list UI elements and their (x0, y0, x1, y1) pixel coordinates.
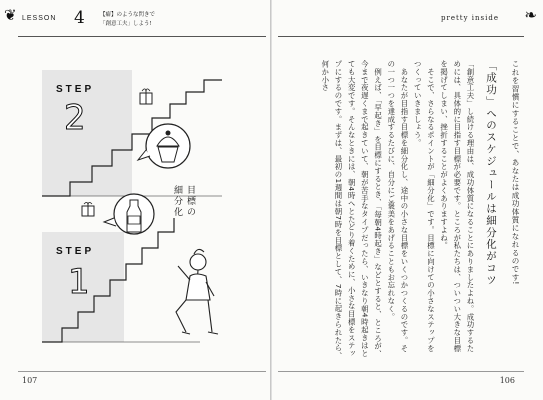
step-top-label: STEP (56, 84, 95, 95)
lesson-number: 4 (74, 8, 85, 28)
staircase-illustration (0, 0, 270, 400)
step-bottom-number: 1 (68, 262, 90, 302)
page-number-left: 107 (22, 376, 38, 385)
gift-box-bottom-icon (82, 202, 94, 216)
ornament-icon: ❦ (4, 6, 17, 24)
step-top-number: 2 (64, 98, 86, 138)
goal-breakdown-label: 目標の 細分化 (172, 185, 195, 218)
bottle-bubble (104, 194, 154, 234)
ornament-icon: ❧ (524, 6, 537, 24)
cupcake-bubble (138, 124, 190, 168)
lesson-label: LESSON (22, 15, 57, 22)
section-heading: 「成功」へのスケジュールは細分化がコツ (485, 60, 497, 287)
step-bottom-label: STEP (56, 246, 95, 257)
page-number-right: 106 (499, 376, 515, 385)
gift-box-top-icon (140, 89, 152, 104)
right-page-text-layer (272, 0, 543, 400)
intro-line: これを習慣にすることで、あなたは成功体質になれるのです! (511, 60, 520, 286)
left-page (0, 0, 270, 400)
lesson-subtitle-line-1: 【癖】のような閃きで (100, 12, 156, 18)
body-paragraphs: 「創意工夫」し続ける理由は、成功体質になることにありましたよね。成功するためには、具体的に目指す目標が必要です。ところが私たちは、ついつい大きな目標を掲げてしまい、挫折することがよくありますよね。 そこで、さらなるポイントが「細分化」です。目標に向けての小さなステップをつくっていきましょう。 あなたが目指す目標を細分化し、途中の小さな目標をいくつかつくるのです。その一つ一つを達成するたびに、自分にご褒美をあげることもお忘れなく。 例えば、「早起き」を目標にするとき、「毎朝4時起き」などとすると、ところが、今まで夜遅くまで起きていて、朝が苦手なタイプだったら、いきなり朝4時起きはとても大変です。そんなときには、朝4時へとたどり着くために、小さな目標をステップにするのです。まずは、最初の1週間は朝7時を目標として、7時に起きられたら、何か小さ (320, 60, 475, 360)
running-head: pretty inside (441, 14, 499, 22)
footer-rule (18, 371, 266, 372)
woman-figure (176, 249, 218, 334)
lesson-subtitle-line-2: 「創意工夫」しよう! (100, 21, 152, 27)
